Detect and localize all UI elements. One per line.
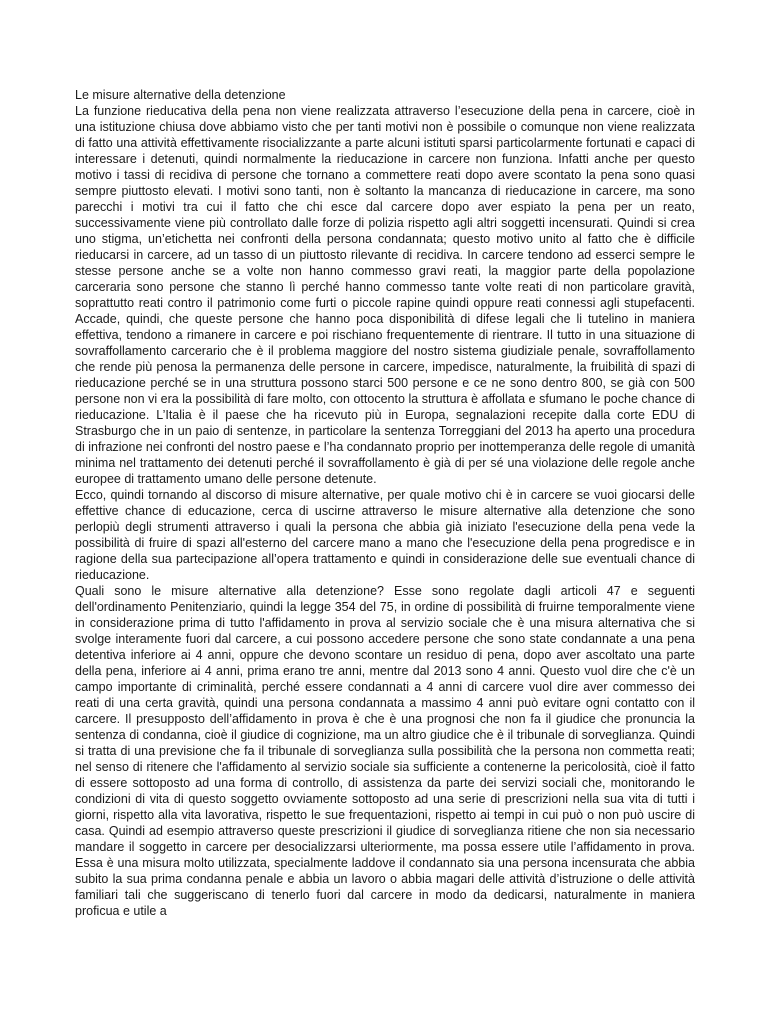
document-page xyxy=(75,87,695,919)
document-title: Le misure alternative della detenzione xyxy=(75,88,286,102)
paragraph-rieducazione: La funzione rieducativa della pena non viene realizzata attraverso l’esecuzione della pena in carcere, cioè in una istituzione chiusa dove abbiamo visto che per tanti motivi non è possibile o comunque non viene realizzata di fatto una attività effettivamente risocializzante a parte alcuni istituti sparsi particolarmente fortunati e capaci di interessare i detenuti, quindi normalmente la rieducazione in carcere non funziona. Infatti anche per questo motivo i tassi di recidiva di persone che tornano a commettere reati dopo avere scontato la pena sono quasi sempre piuttosto elevati. I motivi sono tanti, non è soltanto la mancanza di rieducazione in carcere, ma sono parecchi i motivi tra cui il fatto che chi esce dal carcere dopo aver espiato la pena per un reato, successivamente viene più controllato dalle forze di polizia rispetto agli altri soggetti incensurati. Quindi si crea uno stigma, un’etichetta nei confronti della persona condannata; questo motivo unito al fatto che è difficile rieducarsi in carcere, ad un tasso di un piuttosto rilevante di recidiva. In carcere tendono ad esserci sempre le stesse persone anche se a volte non hanno commesso gravi reati, la maggior parte della popolazione carceraria sono persone che stanno lì perché hanno commesso tante volte reati di non particolare gravità, soprattutto reati contro il patrimonio come furti o piccole rapine quindi oppure reati connessi agli stupefacenti. Accade, quindi, che queste persone che hanno poca disponibilità di difese legali che li tutelino in maniera effettiva, tendono a rimanere in carcere e poi rischiano frequentemente di rientrare. Il tutto in una situazione di sovraffollamento carcerario che è il problema maggiore del nostro sistema giudiziale penale, sovraffollamento che rende più penosa la permanenza delle persone in carcere, impedisce, naturalmente, la fruibilità di spazi di rieducazione perché se in una struttura possono starci 500 persone e ce ne sono dentro 800, se già con 500 persone non vi era la possibilità di fare molto, con ottocento la struttura è affollata e sfumano le poche chance di rieducazione. L’Italia è il paese che ha ricevuto più in Europa, segnalazioni recepite dalla corte EDU di Strasburgo che in un paio di sentenze, in particolare la sentenza Torreggiani del 2013 ha aperto una procedura di infrazione nei confronti del nostro paese e l’ha condannato proprio per inottemperanza delle regole di umanità minima nel trattamento dei detenuti perché il sovraffollamento è già di per sé una violazione delle regole anche europee di trattamento umano delle persone detenute. xyxy=(75,104,695,486)
paragraph-misure-alternative: Ecco, quindi tornando al discorso di misure alternative, per quale motivo chi è in carcere se vuoi giocarsi delle effettive chance di educazione, cerca di uscirne attraverso le misure alternative alla detenzione che sono perlopiù degli strumenti attraverso i quali la persona che abbia già iniziato l'esecuzione della pena vede la possibilità di fruire di spazi all'esterno del carcere mano a mano che l'esecuzione della pena progredisce e in ragione della sua partecipazione all’opera trattamento e quindi in considerazione delle sue eventuali chance di rieducazione. xyxy=(75,488,695,582)
paragraph-affidamento-in-prova: Quali sono le misure alternative alla detenzione? Esse sono regolate dagli articoli 47 e seguenti dell'ordinamento Penitenziario, quindi la legge 354 del 75, in ordine di possibilità di fruirne temporalmente viene in considerazione prima di tutto l'affidamento in prova al servizio sociale che è una misura alternativa che si svolge interamente fuori dal carcere, a cui possono accedere persone che sono state condannate a una pena detentiva inferiore ai 4 anni, oppure che devono scontare un residuo di pena, dopo aver ascoltato una parte della pena, inferiore ai 4 anni, prima erano tre anni, mentre dal 2013 sono 4 anni. Questo vuol dire che c'è un campo importante di criminalità, perché essere condannati a 4 anni di carcere vuol dire aver commesso dei reati di una certa gravità, quindi una persona condannata a massimo 4 anni può evitare ogni contatto con il carcere. Il presupposto dell’affidamento in prova è che è una prognosi che non fa il giudice che pronuncia la sentenza di condanna, cioè il giudice di cognizione, ma un altro giudice che è il tribunale di sorveglianza. Quindi si tratta di una previsione che fa il tribunale di sorveglianza sulla possibilità che la persona non commetta reati; nel senso di ritenere che l'affidamento al servizio sociale sia sufficiente a contenerne la pericolosità, cioè il fatto di essere sottoposto ad una forma di controllo, di assistenza da parte dei servizi sociali che, monitorando le condizioni di vita di questo soggetto ovviamente sottoposto ad una serie di prescrizioni nella sua vita di tutti i giorni, rispetto alla vita lavorativa, rispetto le sue frequentazioni, rispetto ai tempi in cui può o non può uscire di casa. Quindi ad esempio attraverso queste prescrizioni il giudice di sorveglianza ritiene che non sia necessario mandare il soggetto in carcere per desocializzarsi ulteriormente, ma possa essere utile l’affidamento in prova. Essa è una misura molto utilizzata, specialmente laddove il condannato sia una persona incensurata che abbia subito la sua prima condanna penale e abbia un lavoro o abbia magari delle attività d’istruzione o delle attività familiari tali che suggeriscano di tenerlo fuori dal carcere in modo da dedicarsi, naturalmente in maniera proficua e utile a xyxy=(75,584,695,918)
